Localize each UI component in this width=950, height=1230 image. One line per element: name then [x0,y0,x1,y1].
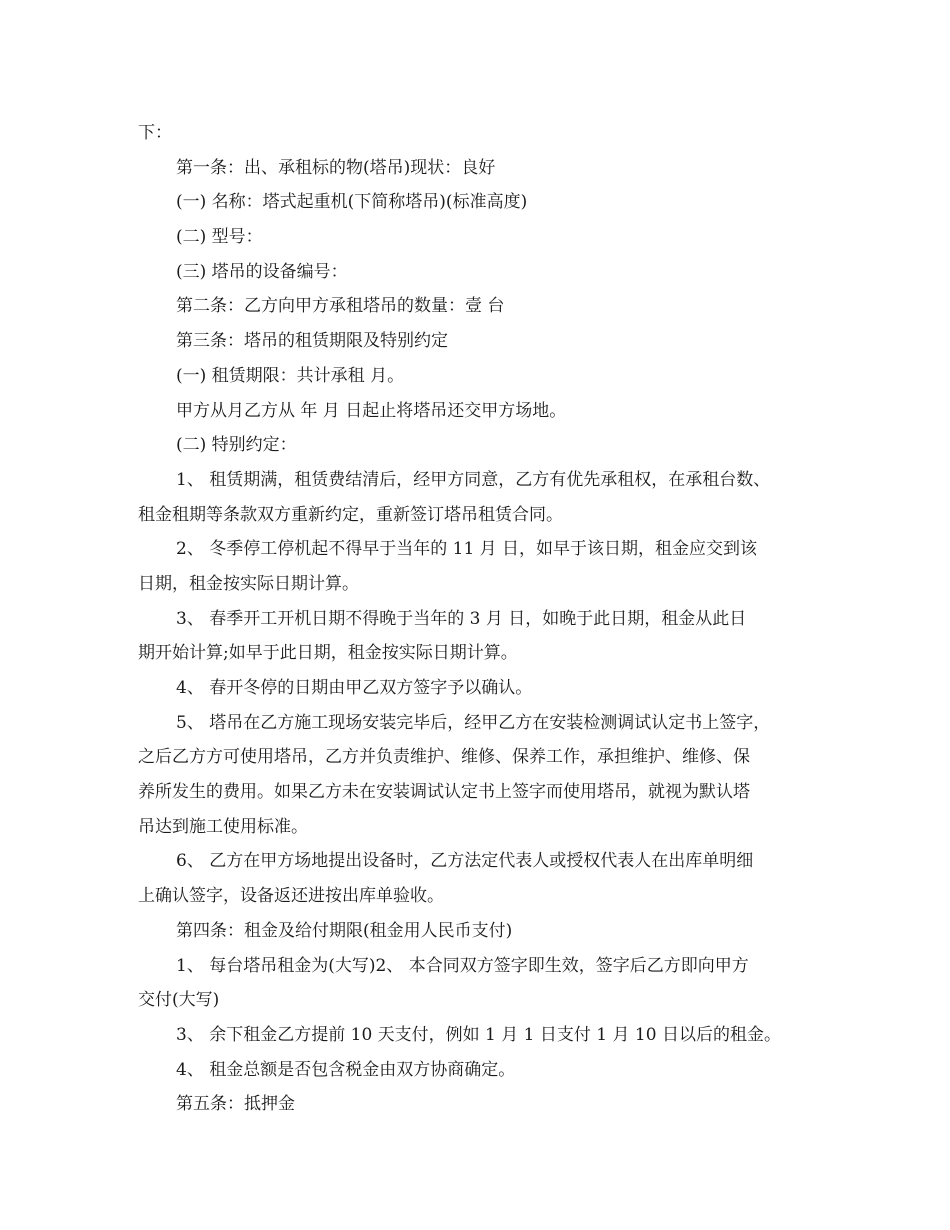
text-line: 2、 冬季停工停机起不得早于当年的 11 月 日，如早于该日期，租金应交到该 [176,539,758,560]
text-line: 4、 租金总额是否包含税金由双方协商确定。 [176,1059,516,1080]
text-line: 6、 乙方在甲方场地提出设备时，乙方法定代表人或授权代表人在出库单明细 [176,851,754,872]
text-line: 之后乙方方可使用塔吊，乙方并负责维护、维修、保养工作，承担维护、维修、保 [138,747,750,768]
text-line: (二) 特别约定： [176,435,297,456]
text-line: 1、 租赁期满，租赁费结清后，经甲方同意，乙方有优先承租权，在承租台数、 [176,469,771,490]
clause-4-heading: 第四条：租金及给付期限(租金用人民币支付) [176,920,513,941]
clause-2-heading: 第二条：乙方向甲方承租塔吊的数量：壹 台 [176,296,505,317]
clause-1-heading: 第一条：出、承租标的物(塔吊)现状：良好 [176,157,496,178]
text-line: 下： [138,123,172,143]
text-line: 租金租期等条款双方重新约定，重新签订塔吊租赁合同。 [138,504,563,525]
text-line: (一) 租赁期限：共计承租 月。 [176,365,405,386]
clause-5-heading: 第五条：抵押金 [176,1094,295,1115]
clause-3-heading: 第三条：塔吊的租赁期限及特别约定 [176,331,448,352]
text-line: 上确认签字，设备返还进按出库单验收。 [138,886,444,907]
text-line: (二) 型号： [176,227,263,248]
text-line: 甲方从月乙方从 年 月 日起止将塔吊还交甲方场地。 [176,400,567,421]
text-line: 3、 余下租金乙方提前 10 天支付，例如 1 月 1 日支付 1 月 10 日以后的租金。 [176,1024,781,1045]
text-line: 5、 塔吊在乙方施工现场安装完毕后，经甲乙方在安装检测调试认定书上签字， [176,712,771,733]
text-line: 4、 春开冬停的日期由甲乙双方签字予以确认。 [176,678,533,698]
text-line: 养所发生的费用。如果乙方未在安装调试认定书上签字而使用塔吊，就视为默认塔 [138,782,750,803]
text-line: 1、 每台塔吊租金为(大写)2、 本合同双方签字即生效，签字后乙方即向甲方 [176,955,749,976]
text-line: (一) 名称：塔式起重机(下简称塔吊)(标准高度) [176,192,528,213]
text-line: 期开始计算;如早于此日期，租金按实际日期计算。 [138,643,518,664]
text-line: 吊达到施工使用标准。 [138,816,308,837]
text-line: 日期，租金按实际日期计算。 [138,573,359,594]
document-body [138,116,818,1122]
text-line: (三) 塔吊的设备编号： [176,261,348,282]
text-line: 交付(大写) [138,990,220,1011]
text-line: 3、 春季开工开机日期不得晚于当年的 3 月 日，如晚于此日期，租金从此日 [176,608,747,629]
